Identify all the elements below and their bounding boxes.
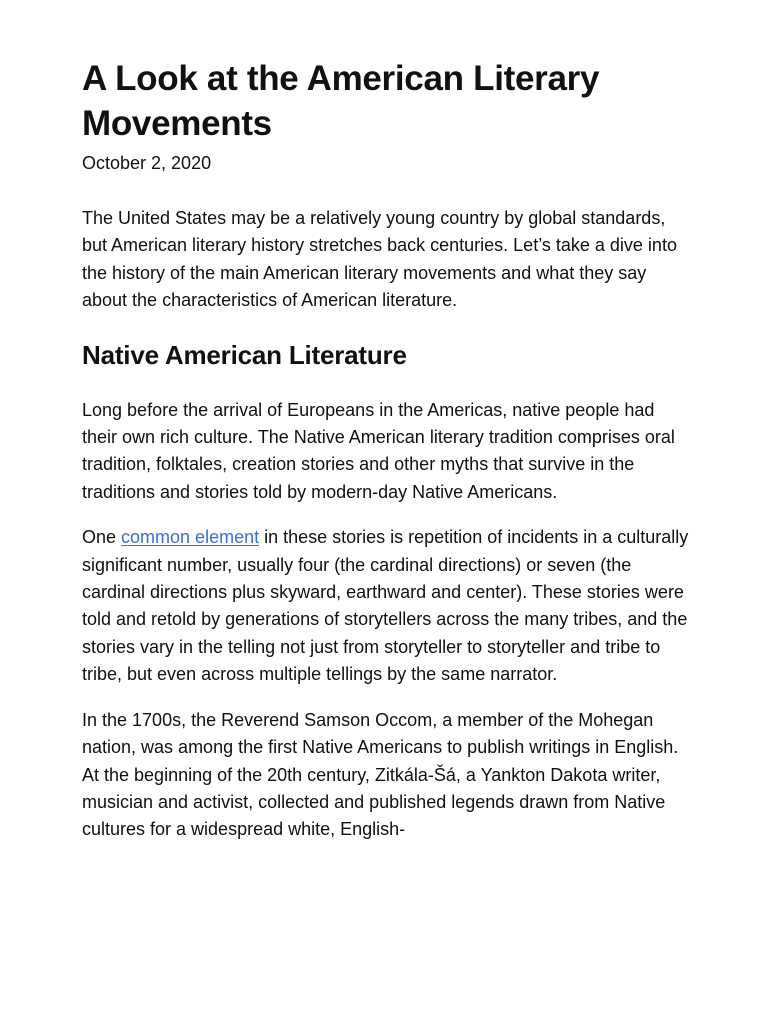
body-paragraph-1: Long before the arrival of Europeans in the Americas, native people had their own rich culture. The Native American literary tradition comprises oral tradition, folktales, creation stories and other myths that survive in the traditions and stories told by modern-day Native Americans. — [82, 399, 675, 502]
article-date: October 2, 2020 — [82, 153, 212, 173]
paragraph-text: One — [82, 527, 122, 548]
article — [82, 56, 692, 844]
section-heading: Native American Literature — [82, 339, 407, 370]
article-title: A Look at the American Literary Movements — [82, 59, 600, 143]
common-element-link[interactable]: common element — [121, 527, 260, 548]
body-paragraph-2 — [82, 524, 692, 688]
intro-paragraph: The United States may be a relatively young country by global standards, but American literary history stretches back centuries. Let’s take a dive into the history of the main American literary movements and what they say about the characteristics of American literature. — [82, 208, 677, 311]
body-paragraph-3: In the 1700s, the Reverend Samson Occom, a member of the Mohegan nation, was among the first Native Americans to publish writings in English. At the beginning of the 20th century, Zitkála-Šá, a Yankton Dakota writer, musician and activist, collected and published legends drawn from Native cultures for a widespread white, English- — [82, 709, 679, 840]
paragraph-text: in these stories is repetition of incidents in a culturally significant number, usually four (the cardinal directions) or seven (the cardinal directions plus skyward, earthward and center). These stories were told and retold by generations of storytellers across the many tribes, and the stories vary in the telling not just from storyteller to storyteller and tribe to tribe, but even across multiple tellings by the same narrator. — [82, 527, 689, 685]
